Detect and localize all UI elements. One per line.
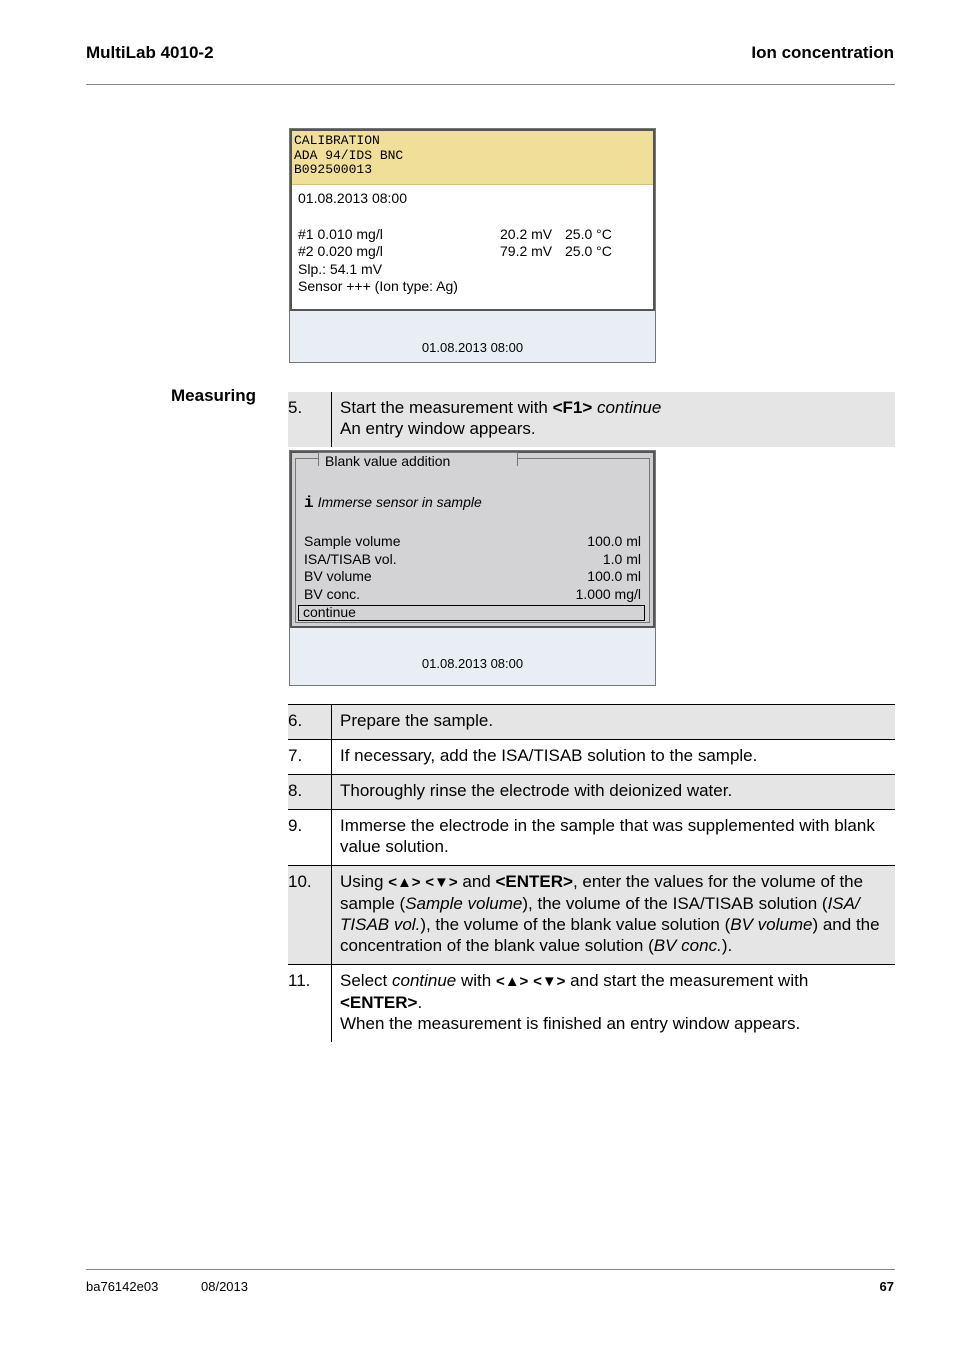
step-row: [288, 392, 895, 447]
step-text: [332, 866, 895, 964]
param-name: BV volume: [730, 915, 813, 934]
step-row: [288, 705, 895, 740]
value-amount: 1.0 ml: [602, 550, 641, 567]
page-number: 67: [879, 1279, 894, 1294]
blank-value-display: [290, 451, 655, 628]
enter-key: <ENTER>: [340, 993, 418, 1012]
footer-doc-id: ba76142e03: [86, 1279, 159, 1294]
header-divider: [86, 84, 895, 85]
value-row[interactable]: [304, 551, 641, 569]
header-product: MultiLab 4010-2: [86, 43, 214, 62]
calibration-screen: [289, 128, 656, 363]
step-text-part: and: [457, 872, 496, 891]
param-name: BV conc.: [653, 936, 722, 955]
sensor-status: Sensor +++ (Ion type: Ag): [298, 278, 458, 294]
blank-value-frame: [295, 453, 650, 623]
step-row: [288, 775, 895, 810]
calibration-row: [298, 243, 647, 261]
step-number: 9.: [288, 810, 332, 865]
step-text-part: and start the measurement with: [565, 971, 809, 990]
step-text: [332, 965, 895, 1042]
footer-divider: [86, 1269, 895, 1270]
info-message: [304, 494, 482, 512]
step-text: Thoroughly rinse the electrode with deionized water.: [340, 781, 733, 800]
value-label: Sample volume: [304, 533, 401, 549]
window-title: Blank value addition: [318, 452, 518, 466]
step-text-part: ), the volume of the blank value solution (: [420, 915, 731, 934]
status-datetime: 01.08.2013 08:00: [421, 340, 524, 355]
cal-point-label: #2 0.020 mg/l: [298, 243, 383, 259]
step-row: [288, 810, 895, 866]
step-row: [288, 740, 895, 775]
step-text-part: An entry window appears.: [340, 419, 536, 438]
value-amount: 1.000 mg/l: [575, 586, 641, 603]
header-section: Ion concentration: [751, 43, 894, 62]
step-number: 5.: [288, 392, 332, 447]
frame-top-line: [296, 458, 318, 459]
step-text-part: When the measurement is finished an entry window appears.: [340, 1014, 801, 1033]
param-name: Sample volume: [405, 894, 523, 913]
step-number: 10.: [288, 866, 332, 964]
step-number: 7.: [288, 740, 332, 774]
cal-line: B092500013: [294, 162, 373, 177]
step-row: [288, 965, 895, 1042]
cal-point-temp: 25.0 °C: [565, 243, 612, 259]
step-text: Immerse the electrode in the sample that was supplemented with blank value solution.: [340, 816, 875, 856]
value-label: ISA/TISAB vol.: [304, 550, 397, 567]
value-row[interactable]: [304, 568, 641, 586]
param-name: ISA/ TISAB vol.: [340, 894, 860, 934]
value-label: BV conc.: [304, 586, 361, 603]
cal-point-label: #1 0.010 mg/l: [298, 225, 383, 242]
value-amount: 100.0 ml: [587, 533, 641, 549]
enter-key: <ENTER>: [495, 872, 573, 891]
value-row[interactable]: [304, 586, 641, 604]
down-key: <▼>: [533, 973, 566, 990]
step-text-part: ), the volume of the ISA/TISAB solution (: [522, 894, 828, 913]
down-key: <▼>: [425, 874, 458, 891]
footer-date: 08/2013: [201, 1279, 248, 1294]
step-table-6-11: [288, 704, 895, 1042]
step-text-part: Using: [340, 872, 389, 891]
section-heading-measuring: Measuring: [171, 386, 257, 405]
step-text-part: , enter the values for the volume of the sample (: [340, 872, 864, 913]
softkey-label: continue: [597, 398, 662, 417]
step-number: 6.: [288, 705, 332, 739]
value-row[interactable]: [304, 533, 641, 551]
step-table-5: [288, 392, 895, 447]
step-number: 11.: [288, 965, 332, 1042]
step-row: [288, 866, 895, 965]
step-text: Prepare the sample.: [340, 711, 494, 730]
key-label: <F1>: [552, 398, 593, 417]
info-icon: i: [304, 494, 314, 512]
step-text-part: ).: [721, 936, 733, 955]
frame-top-line: [518, 458, 649, 459]
cal-line: ADA 94/IDS BNC: [294, 147, 404, 163]
step-text-part: .: [417, 993, 423, 1012]
value-list: [304, 533, 641, 604]
calibration-datetime: 01.08.2013 08:00: [298, 190, 407, 206]
info-text: Immerse sensor in sample: [317, 494, 482, 510]
step-number: 8.: [288, 775, 332, 809]
continue-option[interactable]: continue: [298, 605, 645, 621]
step-text-part: with: [456, 971, 496, 990]
calibration-display: [290, 129, 655, 311]
param-name: continue: [391, 971, 457, 990]
step-text-part: Start the measurement with: [340, 398, 553, 417]
step-text: [332, 392, 895, 447]
up-key: <▲>: [495, 973, 529, 990]
cal-line: CALIBRATION: [294, 133, 380, 148]
up-key: <▲>: [388, 874, 421, 891]
blank-value-screen: [289, 450, 656, 686]
step-text-part: ) and the concentration of the blank value solution (: [340, 915, 880, 955]
cal-point-temp: 25.0 °C: [565, 225, 612, 242]
value-label: BV volume: [304, 568, 372, 585]
cal-point-mv: 20.2 mV: [500, 225, 553, 242]
cal-point-mv: 79.2 mV: [500, 243, 553, 259]
calibration-header-box: [292, 131, 653, 185]
calibration-row: [298, 226, 647, 244]
step-text-part: Select: [340, 971, 392, 990]
value-amount: 100.0 ml: [587, 568, 641, 585]
slope-value: Slp.: 54.1 mV: [298, 260, 383, 277]
step-text: If necessary, add the ISA/TISAB solution to the sample.: [340, 746, 758, 765]
status-datetime: 01.08.2013 08:00: [421, 656, 524, 671]
